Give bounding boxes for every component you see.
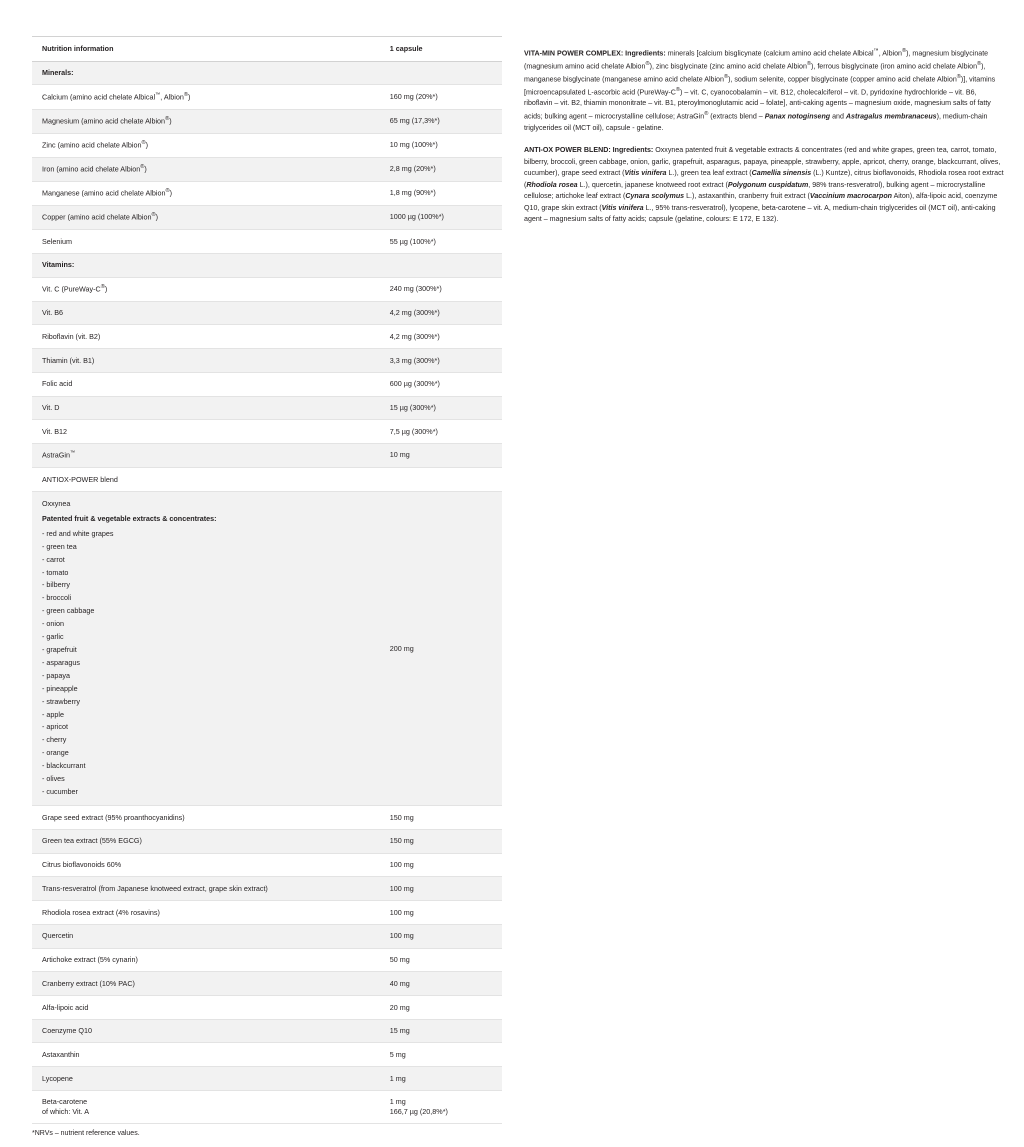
row-value: 240 mg (300%*)	[380, 277, 502, 301]
table-row	[32, 829, 502, 853]
table-row	[32, 806, 502, 830]
botanical-name: Camellia sinensis	[751, 169, 812, 178]
list-item: - blackcurrant	[42, 761, 86, 771]
botanical-name: Rhodiola rosea	[526, 180, 578, 189]
table-row	[32, 230, 502, 254]
row-label: Artichoke extract (5% cynarin)	[32, 948, 380, 972]
registered-symbol: ®	[723, 73, 729, 80]
registered-symbol: ®	[902, 48, 907, 55]
table-row	[32, 301, 502, 325]
row-value: 10 mg	[380, 443, 502, 467]
vitamin-complex-title: VITA-MIN POWER COMPLEX: Ingredients:	[524, 49, 666, 58]
row-label: Manganese (amino acid chelate Albion®)	[32, 181, 380, 205]
row-value: 4,2 mg (300%*)	[380, 301, 502, 325]
row-label: Iron (amino acid chelate Albion®)	[32, 157, 380, 181]
table-row	[32, 1019, 502, 1043]
registered-symbol: ®	[140, 164, 145, 171]
row-label: Lycopene	[32, 1067, 380, 1091]
botanical-name: Vaccinium macrocarpon	[809, 192, 892, 201]
row-label: Alfa-lipoic acid	[32, 996, 380, 1020]
list-item: - green tea	[42, 541, 77, 551]
list-item: - strawberry	[42, 696, 80, 706]
list-item: - onion	[42, 619, 64, 629]
row-label: Vit. D	[32, 396, 380, 420]
list-item: - cucumber	[42, 786, 78, 796]
table-row	[32, 181, 502, 205]
row-value: 65 mg (17,3%*)	[380, 109, 502, 133]
blend-brand-name: Oxxynea	[42, 498, 71, 508]
table-row	[32, 948, 502, 972]
row-value: 10 mg (100%*)	[380, 133, 502, 157]
row-value: 7,5 µg (300%*)	[380, 420, 502, 444]
table-row	[32, 420, 502, 444]
list-item: - cherry	[42, 735, 67, 745]
row-label: AstraGin™	[32, 443, 380, 467]
row-value: 5 mg	[380, 1043, 502, 1067]
section-row-minerals	[32, 61, 502, 85]
row-label	[32, 1090, 380, 1123]
botanical-name: Panax notoginseng	[764, 112, 831, 121]
row-label: Copper (amino acid chelate Albion®)	[32, 205, 380, 229]
row-label: Vit. B12	[32, 420, 380, 444]
antiox-power-blend-ingredients: ANTI-OX POWER BLEND: Ingredients: Oxxynea patented fruit & vegetable extracts & concentrates (red and white grapes, green tea, carrot, tomato, bilberry, broccoli, green cabbage, onion, garlic, grapefruit, asparagus, papaya, pineapple, strawberry, apple, apricot, cherry, orange, blackcurrant, olives, cucumber), grape seed extract (Vitis vinifera L.), green tea leaf extract (Camellia sinensis (L.) Kuntze), citrus bioflavonoids, Rhodiola rosea root extract (Rhodiola rosea L.), quercetin, japanese knotweed root extract (Polygonum cuspidatum, 98% trans-resveratrol), bulking agent – microcrystalline cellulose; artichoke leaf extract (Cynara scolymus L.), astaxanthin, cranberry fruit extract (Vaccinium macrocarpon Aiton), alfa-lipoic acid, coenzyme Q10, grape skin extract (Vitis vinifera L., 95% trans-resveratrol), lycopene, beta-carotene – vit. A, medium-chain triglycerides oil (MCT oil), anti-caking agent – magnesium salts of fatty acids; capsule (gelatine, colours: E 172, E 132).	[524, 146, 1004, 224]
list-item: - green cabbage	[42, 606, 95, 616]
row-label: Calcium (amino acid chelate Albical™, Albion®)	[32, 85, 380, 109]
registered-symbol: ®	[151, 212, 156, 219]
row-label: Green tea extract (55% EGCG)	[32, 829, 380, 853]
list-item: - asparagus	[42, 657, 80, 667]
trademark-symbol: ™	[69, 450, 76, 457]
blend-detail-label	[32, 491, 380, 805]
list-item: - broccoli	[42, 593, 72, 603]
list-item: - garlic	[42, 632, 64, 642]
table-row	[32, 853, 502, 877]
nrv-footnote: *NRVs – nutrient reference values.	[32, 1130, 140, 1138]
registered-symbol: ®	[675, 86, 681, 93]
row-value: 100 mg	[380, 924, 502, 948]
row-value: 100 mg	[380, 853, 502, 877]
row-value: 1000 µg (100%*)	[380, 205, 502, 229]
row-value: 40 mg	[380, 972, 502, 996]
list-item: - papaya	[42, 670, 70, 680]
botanical-name: Cynara scolymus	[625, 192, 685, 201]
row-value: 150 mg	[380, 806, 502, 830]
row-label: Vit. C (PureWay-C®)	[32, 277, 380, 301]
section-value-empty	[380, 253, 502, 277]
table-row	[32, 109, 502, 133]
row-value: 55 µg (100%*)	[380, 230, 502, 254]
table-row	[32, 133, 502, 157]
list-item: - grapefruit	[42, 644, 77, 654]
row-value: 4,2 mg (300%*)	[380, 325, 502, 349]
row-value: 600 µg (300%*)	[380, 372, 502, 396]
table-row	[32, 1043, 502, 1067]
nutrition-information-table	[32, 36, 502, 1124]
table-header-row	[32, 37, 502, 62]
table-row	[32, 277, 502, 301]
vitamin-a-value: 166,7 µg (20,8%*)	[389, 1107, 448, 1117]
table-row	[32, 325, 502, 349]
trademark-symbol: ™	[155, 91, 161, 98]
list-item: - tomato	[42, 567, 69, 577]
registered-symbol: ®	[806, 60, 812, 67]
row-label: Riboflavin (vit. B2)	[32, 325, 380, 349]
row-label: Zinc (amino acid chelate Albion®)	[32, 133, 380, 157]
row-value: 100 mg	[380, 877, 502, 901]
list-item: - red and white grapes	[42, 528, 114, 538]
registered-symbol: ®	[100, 284, 105, 291]
botanical-name: Vitis vinifera	[624, 169, 667, 178]
table-row	[32, 443, 502, 467]
blend-detail-value: 200 mg	[380, 491, 502, 805]
row-value: 1,8 mg (90%*)	[380, 181, 502, 205]
registered-symbol: ®	[165, 116, 170, 123]
list-item: - bilberry	[42, 580, 70, 590]
table-row	[32, 1067, 502, 1091]
beta-carotene-value: 1 mg	[389, 1097, 406, 1107]
row-label: Vit. B6	[32, 301, 380, 325]
row-value	[380, 1090, 502, 1123]
botanical-name: Astragalus membranaceus	[845, 112, 937, 121]
row-label: Folic acid	[32, 372, 380, 396]
botanical-name: Vitis vinifera	[601, 203, 644, 212]
nutrition-table-column	[32, 36, 502, 1124]
table-row	[32, 396, 502, 420]
blend-detail-row	[32, 491, 502, 805]
header-cell-serving: 1 capsule	[380, 37, 502, 62]
row-label: Trans-resveratrol (from Japanese knotweed extract, grape skin extract)	[32, 877, 380, 901]
list-item: - apple	[42, 709, 64, 719]
row-value: 1 mg	[380, 1067, 502, 1091]
row-label: Coenzyme Q10	[32, 1019, 380, 1043]
antiox-blend-title: ANTI-OX POWER BLEND: Ingredients:	[524, 146, 654, 155]
registered-symbol: ®	[141, 140, 146, 147]
table-row	[32, 877, 502, 901]
table-row	[32, 85, 502, 109]
table-row	[32, 372, 502, 396]
blend-ingredient-list	[42, 527, 372, 798]
row-value: 2,8 mg (20%*)	[380, 157, 502, 181]
list-item: - carrot	[42, 554, 65, 564]
list-item: - pineapple	[42, 683, 78, 693]
row-value: 3,3 mg (300%*)	[380, 349, 502, 373]
row-value: 160 mg (20%*)	[380, 85, 502, 109]
list-item: - olives	[42, 774, 65, 784]
botanical-name: Polygonum cuspidatum	[727, 180, 809, 189]
table-row	[32, 205, 502, 229]
registered-symbol: ®	[956, 73, 961, 80]
section-label-vitamins: Vitamins:	[32, 253, 380, 277]
row-label: Quercetin	[32, 924, 380, 948]
list-item: - apricot	[42, 722, 68, 732]
blend-title-value	[380, 468, 502, 492]
row-label: Grape seed extract (95% proanthocyanidins)	[32, 806, 380, 830]
table-row	[32, 349, 502, 373]
registered-symbol: ®	[165, 188, 170, 195]
blend-title-row	[32, 468, 502, 492]
ingredients-column	[524, 36, 1004, 237]
row-label: Thiamin (vit. B1)	[32, 349, 380, 373]
blend-title-label: ANTIOX-POWER blend	[32, 468, 380, 492]
section-label-minerals: Minerals:	[32, 61, 380, 85]
table-row	[32, 901, 502, 925]
list-item: - orange	[42, 748, 69, 758]
row-label: Selenium	[32, 230, 380, 254]
row-value: 20 mg	[380, 996, 502, 1020]
row-label: Magnesium (amino acid chelate Albion®)	[32, 109, 380, 133]
row-label: Rhodiola rosea extract (4% rosavins)	[32, 901, 380, 925]
table-row	[32, 157, 502, 181]
section-row-vitamins	[32, 253, 502, 277]
registered-symbol: ®	[183, 91, 188, 98]
blend-subtitle: Patented fruit & vegetable extracts & concentrates:	[42, 513, 217, 523]
trademark-symbol: ™	[873, 48, 879, 55]
registered-symbol: ®	[977, 60, 982, 67]
table-row-beta-carotene	[32, 1090, 502, 1123]
row-label: Cranberry extract (10% PAC)	[32, 972, 380, 996]
row-value: 15 µg (300%*)	[380, 396, 502, 420]
table-row	[32, 996, 502, 1020]
table-row	[32, 972, 502, 996]
registered-symbol: ®	[704, 110, 709, 117]
row-value: 150 mg	[380, 829, 502, 853]
beta-carotene-subname: of which: Vit. A	[42, 1107, 90, 1117]
vitamin-power-complex-ingredients: VITA-MIN POWER COMPLEX: Ingredients: minerals [calcium bisglicynate (calcium amino acid chelate Albical™, Albion®), magnesium bisglycinate (magnesium amino acid chelate Albion®), zinc bisglycinate (zinc amino acid chelate Albion®), ferrous bisglycinate (iron amino acid chelate Albion®), manganese bisglycinate (manganese amino acid chelate Albion®), sodium selenite, copper bisglycinate (copper amino acid chelate Albion®)], vitamins [microencapsulated L-ascorbic acid (PureWay-C®) – vit. C, cyanocobalamin – vit. B12, cholecalciferol – vit. D, pyridoxine hydrochloride – vit. B6, riboflavin – vit. B2, thiamin mononitrate – vit. B1, pteroylmonoglutamic acid – folate], anti-caking agents – magnesium oxide, magnesium salts of fatty acids; bulking agent – microcrystalline cellulose; AstraGin® (extracts blend – Panax notoginseng and Astragalus membranaceus), medium-chain triglycerides oil (MCT oil), capsule - gelatine.	[524, 48, 996, 132]
registered-symbol: ®	[645, 60, 650, 67]
row-value: 15 mg	[380, 1019, 502, 1043]
beta-carotene-name: Beta-carotene	[42, 1097, 88, 1107]
table-row	[32, 924, 502, 948]
row-value: 50 mg	[380, 948, 502, 972]
section-value-empty	[380, 61, 502, 85]
row-label: Astaxanthin	[32, 1043, 380, 1067]
row-value: 100 mg	[380, 901, 502, 925]
row-label: Citrus bioflavonoids 60%	[32, 853, 380, 877]
header-cell-nutrition-information: Nutrition information	[32, 37, 380, 62]
